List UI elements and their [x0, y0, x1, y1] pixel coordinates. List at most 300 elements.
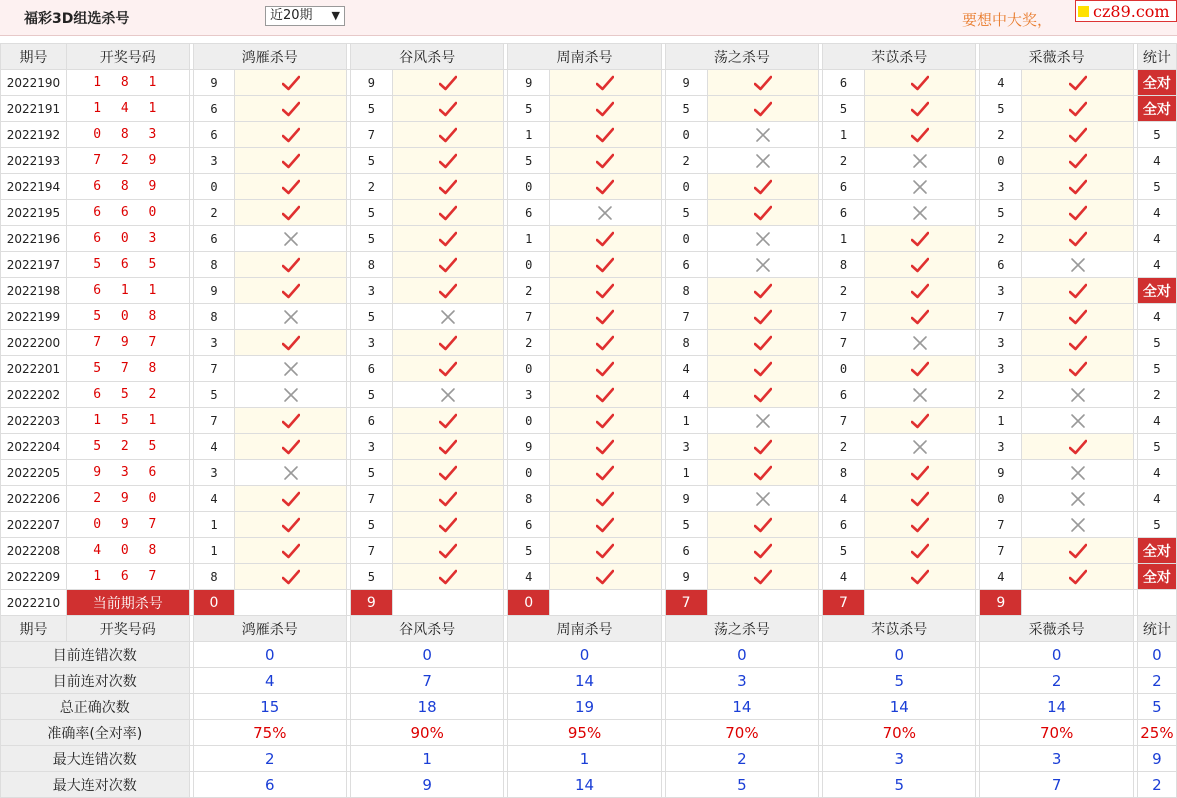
kill-number-cell: 7	[350, 538, 392, 564]
current-kill-number: 0	[508, 590, 550, 616]
kill-number-cell: 7	[823, 304, 865, 330]
kill-number-cell: 0	[823, 356, 865, 382]
check-icon	[439, 205, 457, 221]
kill-number-cell: 1	[665, 408, 707, 434]
check-icon	[754, 543, 772, 559]
cross-icon	[1069, 413, 1087, 429]
logo-square-icon	[1078, 6, 1089, 17]
cross-icon	[1069, 517, 1087, 533]
check-icon	[596, 75, 614, 91]
summary-value: 6	[193, 772, 346, 798]
cross-icon	[754, 153, 772, 169]
check-icon	[754, 465, 772, 481]
result-cell	[235, 564, 347, 590]
summary-value: 14	[508, 668, 661, 694]
kill-number-cell: 9	[665, 70, 707, 96]
result-cell	[1022, 96, 1134, 122]
kill-number-cell: 9	[980, 460, 1022, 486]
check-icon	[596, 543, 614, 559]
result-cell	[392, 304, 504, 330]
summary-stat: 9	[1137, 746, 1176, 772]
result-cell	[864, 356, 976, 382]
kill-number-cell: 1	[823, 122, 865, 148]
result-cell	[550, 330, 662, 356]
col-header-expert[interactable]: 荡之杀号	[665, 44, 818, 70]
result-cell	[864, 148, 976, 174]
result-cell	[707, 486, 819, 512]
stat-cell: 5	[1137, 512, 1176, 538]
result-cell	[235, 486, 347, 512]
check-icon	[282, 413, 300, 429]
kill-number-cell: 7	[350, 486, 392, 512]
stat-cell: 5	[1137, 356, 1176, 382]
draw-number-cell: 6 6 0	[66, 200, 189, 226]
col-header-stat: 统计	[1137, 616, 1176, 642]
kill-number-cell: 1	[823, 226, 865, 252]
result-cell	[392, 330, 504, 356]
period-cell: 2022196	[1, 226, 67, 252]
summary-row	[1, 772, 1177, 798]
kill-number-cell: 6	[193, 96, 235, 122]
check-icon	[911, 491, 929, 507]
result-cell	[550, 148, 662, 174]
kill-number-cell: 3	[350, 330, 392, 356]
check-icon	[911, 75, 929, 91]
summary-value: 5	[823, 772, 976, 798]
kill-number-cell: 7	[193, 356, 235, 382]
kill-number-cell: 2	[508, 330, 550, 356]
col-header-expert[interactable]: 鸿雁杀号	[193, 616, 346, 642]
check-icon	[754, 569, 772, 585]
result-cell	[707, 122, 819, 148]
check-icon	[911, 101, 929, 117]
check-icon	[596, 439, 614, 455]
check-icon	[754, 75, 772, 91]
check-icon	[911, 517, 929, 533]
kill-number-cell: 2	[823, 148, 865, 174]
result-cell	[1022, 200, 1134, 226]
summary-row	[1, 720, 1177, 746]
check-icon	[439, 153, 457, 169]
result-cell	[392, 538, 504, 564]
result-cell	[707, 226, 819, 252]
summary-stat: 0	[1137, 642, 1176, 668]
kill-number-cell: 9	[350, 70, 392, 96]
check-icon	[439, 127, 457, 143]
chevron-down-icon: ▼	[331, 9, 340, 22]
kill-number-cell: 5	[508, 148, 550, 174]
summary-row	[1, 642, 1177, 668]
cross-icon	[754, 491, 772, 507]
summary-value: 3	[823, 746, 976, 772]
page-title: 福彩3D组选杀号	[24, 11, 130, 27]
kill-number-cell: 1	[665, 460, 707, 486]
result-cell	[550, 122, 662, 148]
period-cell: 2022209	[1, 564, 67, 590]
result-cell	[550, 486, 662, 512]
kill-number-cell: 2	[508, 278, 550, 304]
result-cell	[550, 304, 662, 330]
stat-cell: 4	[1137, 460, 1176, 486]
summary-value: 1	[508, 746, 661, 772]
result-cell	[392, 70, 504, 96]
stat-cell: 全对	[1137, 96, 1176, 122]
result-cell	[392, 226, 504, 252]
result-cell	[392, 252, 504, 278]
result-cell	[550, 278, 662, 304]
kill-number-cell: 3	[980, 434, 1022, 460]
draw-number-cell: 6 0 3	[66, 226, 189, 252]
table-row	[1, 460, 1177, 486]
cross-icon	[1069, 387, 1087, 403]
result-cell	[707, 174, 819, 200]
summary-row	[1, 668, 1177, 694]
kill-number-cell: 6	[823, 512, 865, 538]
kill-number-cell: 4	[823, 486, 865, 512]
table-row	[1, 434, 1177, 460]
period-cell: 2022191	[1, 96, 67, 122]
summary-value: 70%	[980, 720, 1133, 746]
summary-value: 70%	[665, 720, 818, 746]
period-cell: 2022198	[1, 278, 67, 304]
result-cell	[864, 200, 976, 226]
result-cell	[1022, 70, 1134, 96]
summary-value: 15	[193, 694, 346, 720]
result-cell	[392, 200, 504, 226]
kill-number-cell: 7	[823, 330, 865, 356]
summary-value: 3	[665, 668, 818, 694]
kill-number-cell: 8	[665, 330, 707, 356]
check-icon	[282, 75, 300, 91]
check-icon	[596, 491, 614, 507]
cross-icon	[911, 153, 929, 169]
stat-cell: 4	[1137, 252, 1176, 278]
table-row	[1, 148, 1177, 174]
summary-stat: 25%	[1137, 720, 1176, 746]
kill-number-cell: 4	[980, 70, 1022, 96]
result-cell	[550, 70, 662, 96]
result-cell	[1022, 278, 1134, 304]
kill-number-cell: 5	[350, 460, 392, 486]
kill-number-cell: 2	[193, 200, 235, 226]
kill-number-cell: 4	[508, 564, 550, 590]
check-icon	[1069, 231, 1087, 247]
result-cell	[235, 512, 347, 538]
col-header-draw: 开奖号码	[66, 616, 189, 642]
empty-cell	[1137, 590, 1176, 616]
period-cell: 2022204	[1, 434, 67, 460]
kill-number-cell: 9	[665, 486, 707, 512]
table-row	[1, 304, 1177, 330]
summary-label: 总正确次数	[1, 694, 190, 720]
col-header-stat: 统计	[1137, 44, 1176, 70]
kill-number-cell: 6	[508, 512, 550, 538]
cross-icon	[911, 335, 929, 351]
empty-cell	[864, 590, 976, 616]
result-cell	[707, 512, 819, 538]
check-icon	[911, 231, 929, 247]
check-icon	[911, 543, 929, 559]
check-icon	[911, 413, 929, 429]
check-icon	[439, 257, 457, 273]
result-cell	[392, 96, 504, 122]
check-icon	[439, 283, 457, 299]
summary-value: 14	[508, 772, 661, 798]
cross-icon	[439, 309, 457, 325]
kill-number-cell: 8	[823, 252, 865, 278]
col-header-expert[interactable]: 芣苡杀号	[823, 616, 976, 642]
result-cell	[864, 408, 976, 434]
current-kill-number: 7	[665, 590, 707, 616]
check-icon	[596, 127, 614, 143]
cross-icon	[754, 413, 772, 429]
check-icon	[439, 465, 457, 481]
check-icon	[596, 413, 614, 429]
result-cell	[1022, 564, 1134, 590]
empty-cell	[392, 590, 504, 616]
summary-value: 7	[350, 668, 503, 694]
col-header-expert[interactable]: 谷风杀号	[350, 616, 503, 642]
result-cell	[235, 330, 347, 356]
kill-number-cell: 0	[193, 174, 235, 200]
stat-cell: 4	[1137, 408, 1176, 434]
kill-number-cell: 2	[823, 278, 865, 304]
result-cell	[1022, 122, 1134, 148]
kill-number-cell: 5	[350, 200, 392, 226]
kill-number-cell: 0	[980, 486, 1022, 512]
summary-value: 75%	[193, 720, 346, 746]
check-icon	[439, 543, 457, 559]
summary-value: 14	[980, 694, 1133, 720]
kill-number-cell: 3	[193, 460, 235, 486]
period-cell: 2022197	[1, 252, 67, 278]
check-icon	[596, 387, 614, 403]
kill-number-cell: 4	[980, 564, 1022, 590]
col-header-expert[interactable]: 采薇杀号	[980, 616, 1133, 642]
result-cell	[392, 408, 504, 434]
top-bar	[0, 0, 1177, 36]
kill-number-cell: 8	[508, 486, 550, 512]
result-cell	[1022, 460, 1134, 486]
result-cell	[550, 408, 662, 434]
kill-number-cell: 2	[823, 434, 865, 460]
result-cell	[864, 486, 976, 512]
result-cell	[550, 538, 662, 564]
result-cell	[864, 70, 976, 96]
result-cell	[235, 278, 347, 304]
result-cell	[1022, 408, 1134, 434]
check-icon	[282, 283, 300, 299]
empty-cell	[235, 590, 347, 616]
kill-number-cell: 0	[508, 252, 550, 278]
summary-label: 最大连错次数	[1, 746, 190, 772]
result-cell	[550, 382, 662, 408]
draw-number-cell: 7 2 9	[66, 148, 189, 174]
check-icon	[1069, 205, 1087, 221]
kill-number-cell: 5	[665, 200, 707, 226]
check-icon	[282, 127, 300, 143]
current-kill-number: 7	[823, 590, 865, 616]
result-cell	[235, 460, 347, 486]
table-row	[1, 200, 1177, 226]
summary-value: 2	[665, 746, 818, 772]
result-cell	[1022, 434, 1134, 460]
result-cell	[392, 356, 504, 382]
kill-number-cell: 3	[980, 356, 1022, 382]
table-row	[1, 174, 1177, 200]
result-cell	[864, 252, 976, 278]
result-cell	[550, 200, 662, 226]
kill-number-cell: 7	[665, 304, 707, 330]
col-header-expert[interactable]: 荡之杀号	[665, 616, 818, 642]
check-icon	[439, 517, 457, 533]
kill-number-cell: 6	[665, 252, 707, 278]
summary-value: 0	[193, 642, 346, 668]
check-icon	[1069, 309, 1087, 325]
col-header-expert[interactable]: 采薇杀号	[980, 44, 1133, 70]
period-cell: 2022200	[1, 330, 67, 356]
check-icon	[282, 517, 300, 533]
period-cell: 2022201	[1, 356, 67, 382]
cross-icon	[1069, 491, 1087, 507]
result-cell	[235, 122, 347, 148]
result-cell	[392, 512, 504, 538]
kill-number-cell: 2	[980, 122, 1022, 148]
check-icon	[911, 361, 929, 377]
check-icon	[596, 101, 614, 117]
result-cell	[392, 486, 504, 512]
summary-value: 0	[823, 642, 976, 668]
result-cell	[392, 122, 504, 148]
kill-number-cell: 1	[980, 408, 1022, 434]
table-row	[1, 252, 1177, 278]
period-cell: 2022190	[1, 70, 67, 96]
kill-number-cell: 4	[665, 356, 707, 382]
table-row	[1, 382, 1177, 408]
check-icon	[1069, 543, 1087, 559]
summary-value: 3	[980, 746, 1133, 772]
current-kill-label: 当前期杀号	[66, 590, 189, 616]
summary-stat: 2	[1137, 668, 1176, 694]
result-cell	[707, 278, 819, 304]
site-logo[interactable]	[1075, 0, 1177, 22]
kill-number-cell: 0	[508, 356, 550, 382]
kill-number-cell: 8	[665, 278, 707, 304]
kill-number-cell: 6	[823, 174, 865, 200]
kill-number-cell: 8	[350, 252, 392, 278]
result-cell	[392, 434, 504, 460]
result-cell	[550, 174, 662, 200]
cross-icon	[754, 257, 772, 273]
kill-number-cell: 6	[193, 122, 235, 148]
summary-value: 14	[665, 694, 818, 720]
kill-number-cell: 4	[193, 434, 235, 460]
cross-icon	[439, 387, 457, 403]
check-icon	[596, 283, 614, 299]
kill-number-cell: 3	[665, 434, 707, 460]
check-icon	[282, 257, 300, 273]
col-header-expert[interactable]: 周南杀号	[508, 44, 661, 70]
result-cell	[235, 200, 347, 226]
result-cell	[235, 304, 347, 330]
kill-number-cell: 5	[823, 538, 865, 564]
kill-number-cell: 3	[508, 382, 550, 408]
summary-value: 2	[193, 746, 346, 772]
col-header-expert[interactable]: 鸿雁杀号	[193, 44, 346, 70]
table-row	[1, 226, 1177, 252]
summary-value: 14	[823, 694, 976, 720]
kill-number-cell: 0	[665, 226, 707, 252]
check-icon	[596, 361, 614, 377]
result-cell	[864, 512, 976, 538]
result-cell	[235, 96, 347, 122]
period-cell: 2022195	[1, 200, 67, 226]
col-header-expert[interactable]: 谷风杀号	[350, 44, 503, 70]
check-icon	[1069, 569, 1087, 585]
period-cell: 2022210	[1, 590, 67, 616]
col-header-expert[interactable]: 周南杀号	[508, 616, 661, 642]
kill-number-cell: 8	[193, 252, 235, 278]
col-header-expert[interactable]: 芣苡杀号	[823, 44, 976, 70]
summary-value: 5	[823, 668, 976, 694]
table-row	[1, 96, 1177, 122]
cross-icon	[911, 205, 929, 221]
summary-value: 4	[193, 668, 346, 694]
kill-number-cell: 6	[665, 538, 707, 564]
kill-number-cell: 5	[980, 200, 1022, 226]
stat-cell: 全对	[1137, 538, 1176, 564]
result-cell	[1022, 512, 1134, 538]
check-icon	[282, 179, 300, 195]
check-icon	[439, 101, 457, 117]
stat-cell: 5	[1137, 174, 1176, 200]
result-cell	[235, 538, 347, 564]
table-row	[1, 538, 1177, 564]
check-icon	[596, 153, 614, 169]
result-cell	[864, 96, 976, 122]
check-icon	[754, 309, 772, 325]
cross-icon	[282, 231, 300, 247]
kill-number-cell: 6	[350, 356, 392, 382]
result-cell	[1022, 304, 1134, 330]
current-kill-number: 9	[350, 590, 392, 616]
current-row	[1, 590, 1177, 616]
summary-value: 9	[350, 772, 503, 798]
stat-cell: 全对	[1137, 564, 1176, 590]
kill-number-cell: 7	[350, 122, 392, 148]
summary-value: 0	[980, 642, 1133, 668]
check-icon	[911, 283, 929, 299]
kill-number-cell: 4	[193, 486, 235, 512]
summary-row	[1, 746, 1177, 772]
check-icon	[282, 335, 300, 351]
draw-number-cell: 2 9 0	[66, 486, 189, 512]
summary-value: 18	[350, 694, 503, 720]
period-select[interactable]	[265, 6, 345, 26]
result-cell	[707, 304, 819, 330]
table-row	[1, 330, 1177, 356]
table-row	[1, 408, 1177, 434]
result-cell	[1022, 148, 1134, 174]
stat-cell: 4	[1137, 200, 1176, 226]
result-cell	[235, 226, 347, 252]
result-cell	[707, 564, 819, 590]
check-icon	[596, 465, 614, 481]
kill-number-cell: 1	[193, 538, 235, 564]
summary-value: 70%	[823, 720, 976, 746]
check-icon	[439, 491, 457, 507]
kill-number-cell: 2	[980, 226, 1022, 252]
